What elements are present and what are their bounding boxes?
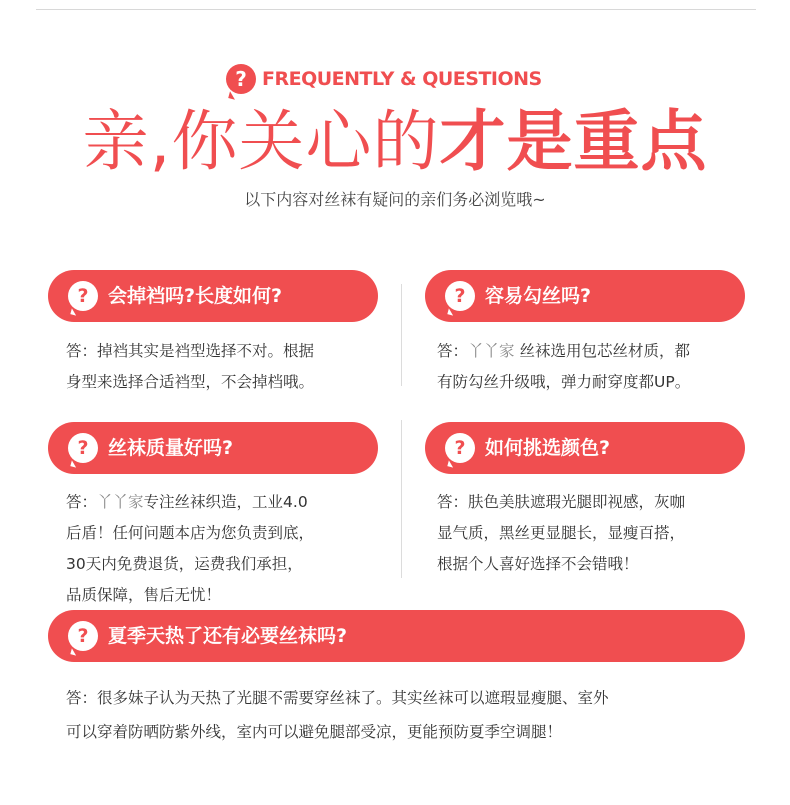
faq-answer-line: 答：很多妹子认为天热了光腿不需要穿丝袜了。其实丝袜可以遮瑕显瘦腿、室外: [66, 689, 609, 707]
faq-answer-line: 根据个人喜好选择不会错哦！: [437, 555, 639, 573]
faq-answer: [437, 487, 685, 580]
faq-answer-line: 答：肤色美肤遮瑕光腿即视感，灰咖: [437, 493, 686, 511]
faq-question-text: 会掉裆吗?长度如何?: [108, 285, 283, 307]
faq-question-text: 容易勾丝吗?: [485, 285, 592, 307]
faq-answer-line: 后盾！任何问题本店为您负责到底，: [66, 524, 315, 542]
faq-answer-line: 答：掉裆其实是裆型选择不对。根据: [66, 342, 315, 360]
faq-question-pill: [425, 422, 745, 474]
faq-question-pill: [48, 270, 378, 322]
faq-question-text: 夏季天热了还有必要丝袜吗?: [108, 625, 348, 647]
faq-answer-line: 身型来选择合适裆型，不会掉档哦。: [66, 373, 315, 391]
faq-question-pill: [48, 610, 745, 662]
answer-text: 专注丝袜织造，工业4.0: [143, 493, 308, 511]
answer-prefix: 答：: [66, 493, 98, 511]
faq-answer-line: 可以穿着防晒防紫外线，室内可以避免腿部受凉，更能预防夏季空调腿！: [66, 723, 563, 741]
faq-question-text: 如何挑选颜色?: [485, 437, 611, 459]
question-mark-icon: ?: [68, 621, 98, 651]
faq-answer-line: 有防勾丝升级哦，弹力耐穿度都UP。: [437, 373, 691, 391]
faq-question-pill: [425, 270, 745, 322]
brand-logo: 丫丫家: [468, 342, 515, 360]
faq-answer-line: 30天内免费退货，运费我们承担，: [66, 555, 303, 573]
faq-question-text: 丝袜质量好吗?: [108, 437, 234, 459]
brand-logo: 丫丫家: [97, 493, 144, 511]
page-subtitle: 以下内容对丝袜有疑问的亲们务必浏览哦~: [244, 190, 546, 209]
faq-answer: [66, 487, 314, 611]
question-mark-icon: ?: [68, 281, 98, 311]
faq-answer-line: 品质保障，售后无忧！: [66, 586, 222, 604]
top-divider: [36, 9, 756, 10]
answer-prefix: 答：: [437, 342, 469, 360]
question-mark-icon: ?: [445, 281, 475, 311]
answer-text: 丝袜选用包芯丝材质，都: [519, 342, 690, 360]
page-title-bold: 才是重点: [439, 103, 708, 180]
column-divider: [401, 284, 402, 386]
faq-answer-line: [437, 336, 690, 367]
faq-answer-line: 显气质，黑丝更显腿长，显瘦百搭，: [437, 524, 686, 542]
faq-question-pill: [48, 422, 378, 474]
page-title-light: 亲,你关心的: [82, 103, 440, 180]
question-mark-icon: ?: [445, 433, 475, 463]
question-mark-icon: ?: [68, 433, 98, 463]
section-heading-english: FREQUENTLY & QUESTIONS: [262, 68, 542, 90]
faq-answer-line: [66, 487, 314, 518]
faq-answer: [66, 336, 314, 398]
page-title: [60, 96, 730, 188]
faq-answer: [437, 336, 690, 398]
column-divider: [401, 420, 402, 578]
question-badge-icon: ?: [226, 64, 256, 94]
faq-answer: [66, 681, 609, 749]
